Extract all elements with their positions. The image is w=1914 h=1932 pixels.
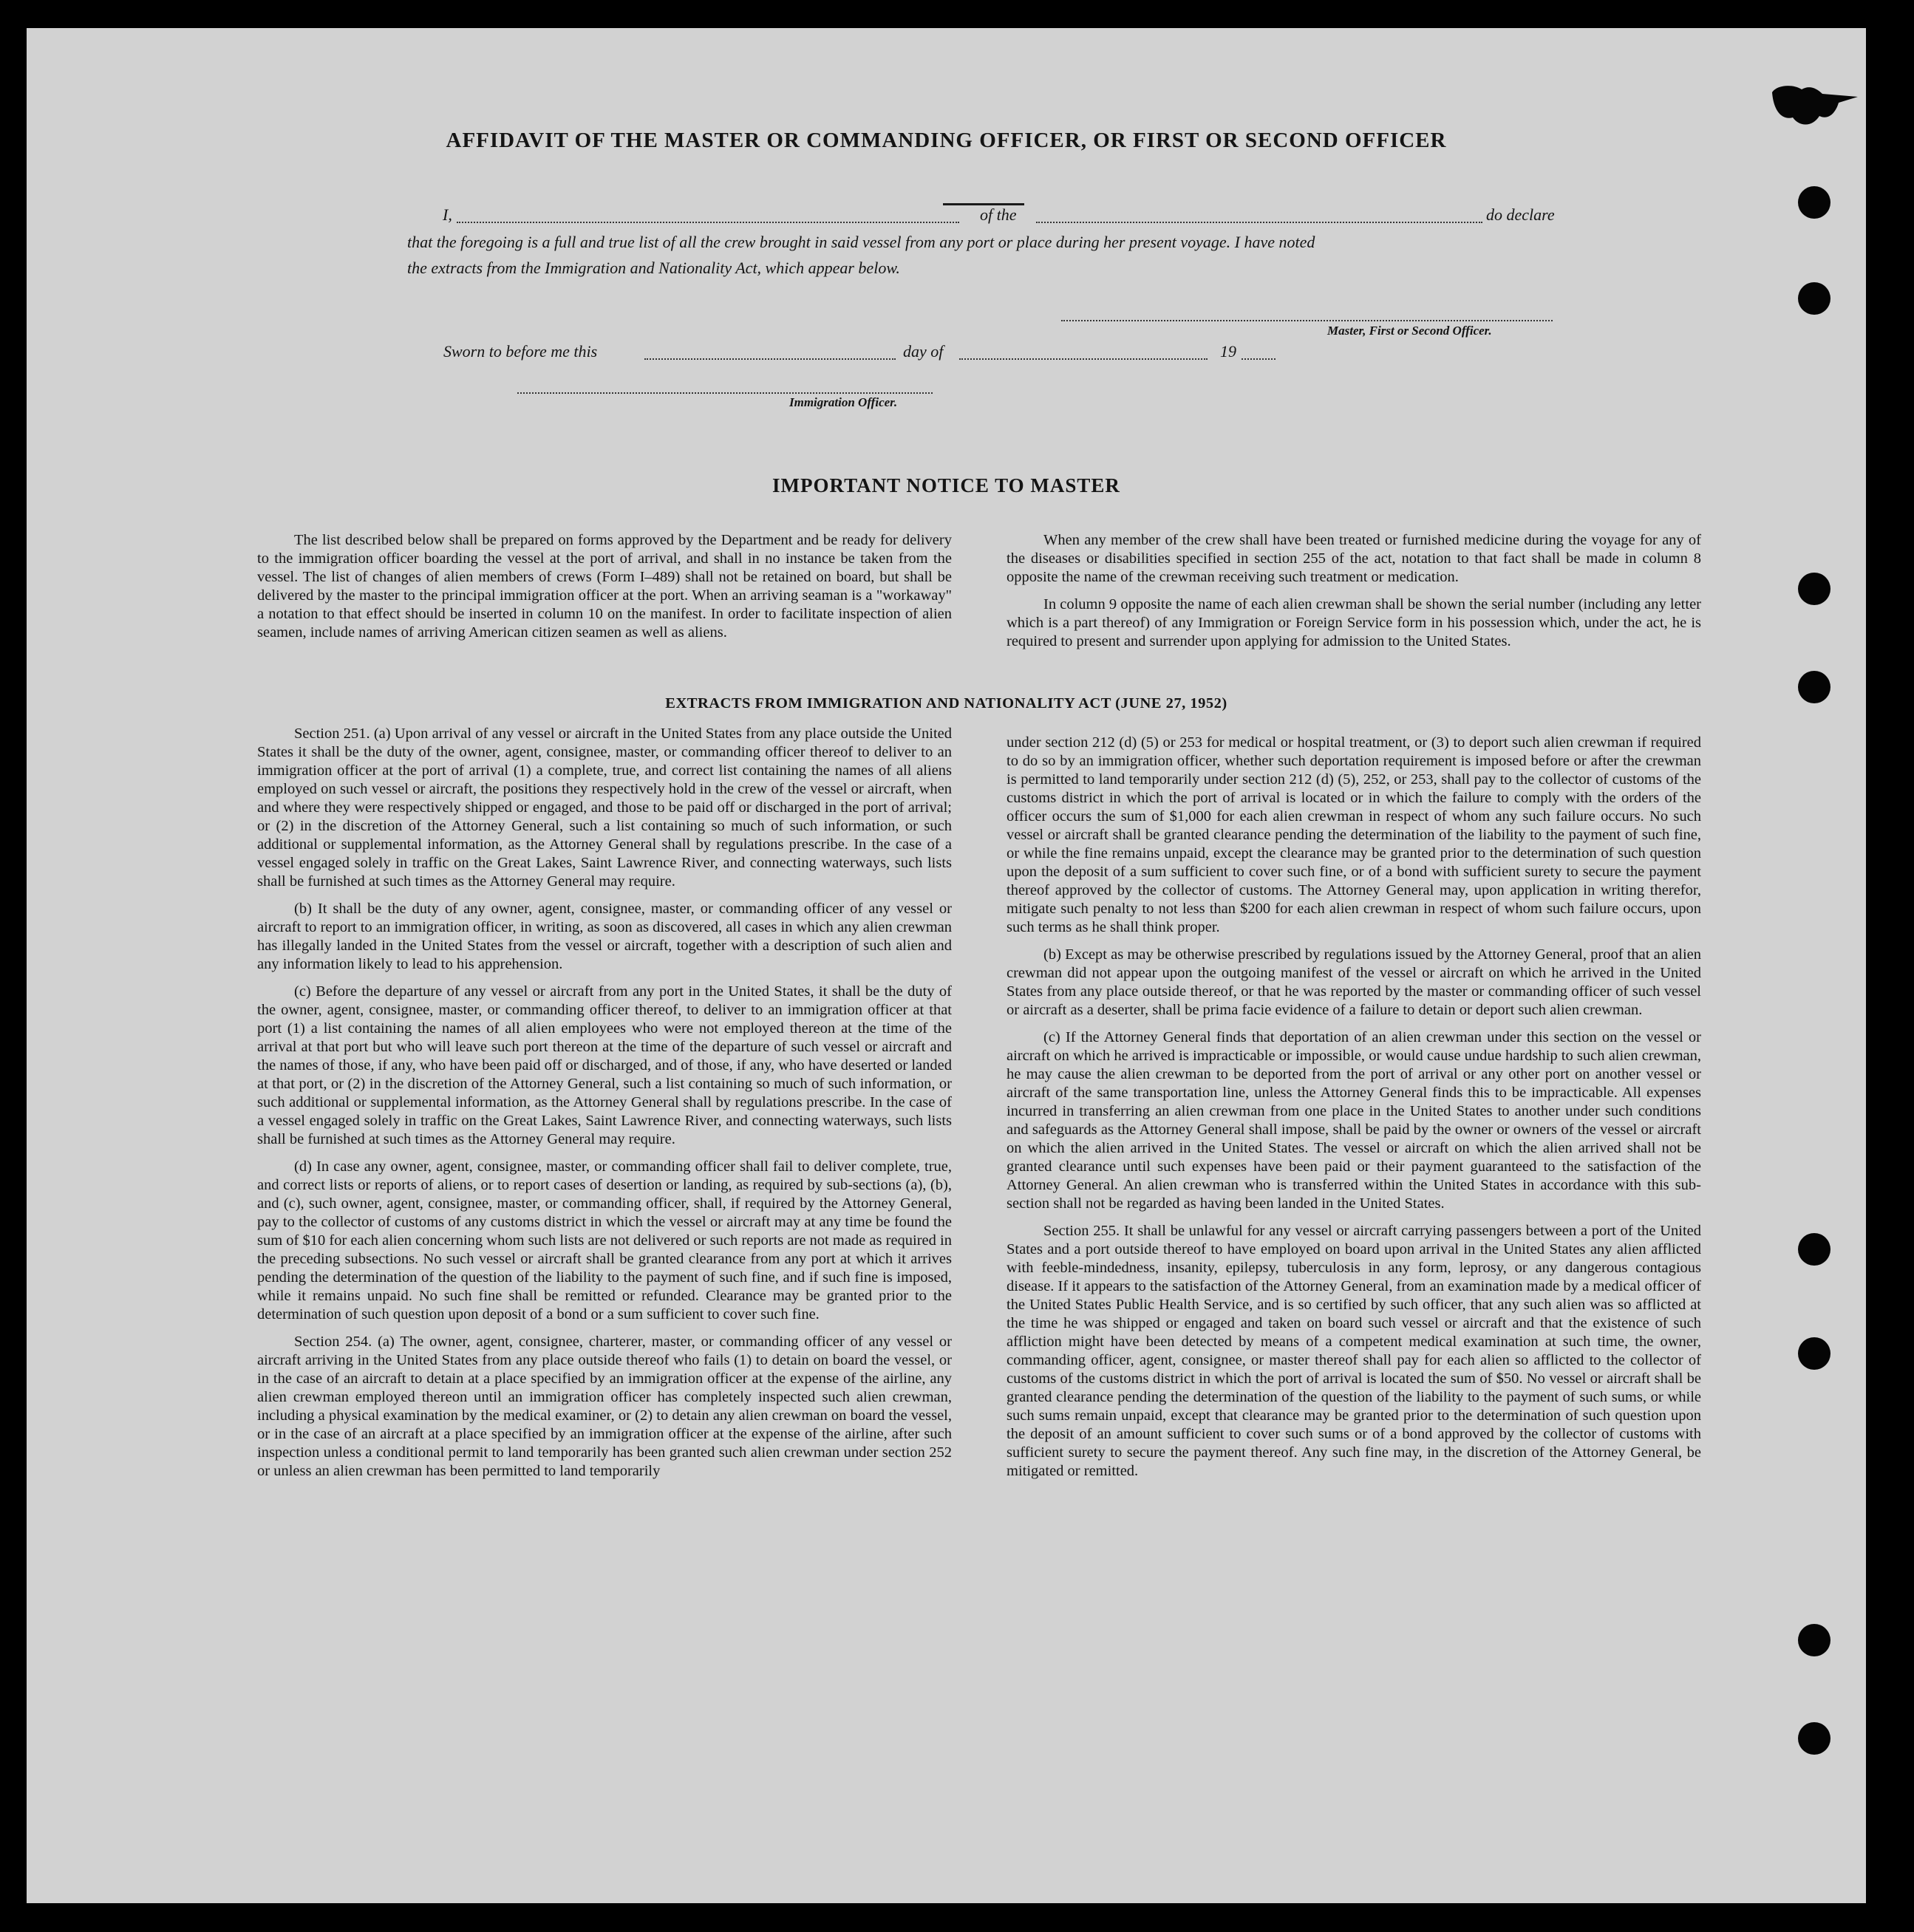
notice-title: IMPORTANT NOTICE TO MASTER — [772, 474, 1120, 496]
punch-hole — [1798, 186, 1830, 219]
punch-hole — [1798, 573, 1830, 605]
vessel-field[interactable] — [1036, 222, 1482, 223]
section-paragraph: (b) It shall be the duty of any owner, agent, consignee, master, or commanding officer of any vessel or aircraft to report to an immigration officer, in writing, as soon as discovered, all cases in which any alien crewman has illegally landed in the United States from the vessel or aircraft, together with a description of such alien and any information likely to lead to his apprehension. — [257, 901, 952, 972]
notice-right-column — [1007, 531, 1701, 660]
notice-paragraph: In column 9 opposite the name of each alien crewman shall be shown the serial number (including any letter which is a part thereof) of any Immigration or Foreign Service form in his possession which, under the act, he is required to present and surrender upon applying for admission to the United States. — [1007, 596, 1701, 649]
of-the-label: of the — [980, 205, 1017, 224]
section-paragraph: Section 254. (a) The owner, agent, consignee, charterer, master, or commanding officer of any vessel or aircraft arriving in the United States from any place outside thereof who fails (1) to detain on board the vessel, or in the case of an aircraft to detain at a place specified by an immigration officer at the expense of the airline, any alien crewman employed thereon until an immigration officer has completely inspected such alien crewman, including a physical examination by the medical examiner, or (2) to detain any alien crewman on board the vessel, or in the case of an aircraft at a place specified by an immigration officer at the expense of the airline, after such inspection unless a conditional permit to land temporarily has been granted such alien crewman under section 252 or unless an alien crewman has been permitted to land temporarily — [257, 1334, 952, 1479]
extracts-title: EXTRACTS FROM IMMIGRATION AND NATIONALITY ACT (JUNE 27, 1952) — [665, 695, 1227, 711]
sworn-label: Sworn to before me this — [443, 342, 598, 361]
notice-paragraph: When any member of the crew shall have been treated or furnished medicine during the voyage for any of the diseases or disabilities specified in section 255 of the act, notation to that fact shall be made in column 8 opposite the name of the crewman receiving such treatment or medication. — [1007, 532, 1701, 585]
punch-hole — [1798, 1233, 1830, 1266]
declaration-text: that the foregoing is a full and true list of all the crew brought in said vessel from any port or place during her present voyage. I have noted — [407, 233, 1315, 251]
year-label: 19 — [1220, 342, 1236, 361]
punch-hole — [1798, 1722, 1830, 1755]
i-label: I, — [443, 205, 452, 224]
affidavit-title: AFFIDAVIT OF THE MASTER OR COMMANDING OFFICER, OR FIRST OR SECOND OFFICER — [446, 129, 1447, 152]
section-paragraph: (c) Before the departure of any vessel or aircraft from any port in the United States, it shall be the duty of the owner, agent, consignee, master, or commanding officer thereof, to deliver to an immigration officer at that port (1) a list containing the names of all alien employees who were not employed thereon at the time of the arrival at that port but who will leave such port thereon at the time of the departure of such vessel or aircraft and the names of those, if any, who have been paid off or discharged, and of those, if any, who have deserted or landed at that port, or (2) in the discretion of the Attorney General, such a list containing so much of such information, or such additional or supplemental information, as the Attorney General shall by regulations prescribe. In the case of a vessel engaged solely in traffic on the Great Lakes, Saint Lawrence River, and connecting waterways, such lists shall be furnished at such times as the Attorney General may require. — [257, 983, 952, 1147]
section-paragraph: Section 255. It shall be unlawful for any vessel or aircraft carrying passengers between a port of the United States and a port outside thereof to have employed on board upon arrival in the United States any alien afflicted with feeble-mindedness, insanity, epilepsy, tuberculosis in any form, leprosy, or any dangerous contagious disease. If it appears to the satisfaction of the Attorney General, from an examination made by a medical officer of the United States Public Health Service, and is so certified by such officer, that any such alien was so afflicted at the time he was shipped or engaged and taken on board such vessel or aircraft and that the existence of such affliction might have been detected by means of a competent medical examination at such time, the owner, commanding officer, agent, consignee, or master thereof shall pay for each alien so afflicted to the collector of customs of the customs district in which the port of arrival is located the sum of $50. No vessel or aircraft shall be granted clearance pending the determination of the question of the liability to the payment of such sums, or while such sums remain unpaid, except that clearance may be granted prior to the determination of such question upon the deposit of an amount sufficient to cover such sums or of a bond approved by the collector of customs with sufficient surety to secure the payment thereof. Any such fine may, in the discretion of the Attorney General, be mitigated or remitted. — [1007, 1223, 1701, 1479]
officer-signature-caption: Immigration Officer. — [789, 395, 898, 409]
name-field[interactable] — [457, 222, 959, 223]
punch-hole — [1798, 1337, 1830, 1370]
section-paragraph: (b) Except as may be otherwise prescribed by regulations issued by the Attorney General, proof that an alien crewman did not appear upon the outgoing manifest of the vessel or aircraft on which he arrived in the United States from any place outside thereof, or that he was reported by the master or commanding officer of such vessel or aircraft as a deserter, shall be prima facie evidence of a failure to detain or deport such alien crewman. — [1007, 946, 1701, 1018]
officer-signature-line[interactable] — [517, 392, 933, 394]
section-paragraph: under section 212 (d) (5) or 253 for medical or hospital treatment, or (3) to deport such alien crewman if required to do so by an immigration officer, whether such deportation requirement is imposed before or after the crewman is permitted to land temporarily under section 212 (d) (5), 252, or 253, shall pay to the collector of customs of the customs district in which the port of arrival is located or in which the failure to comply with the orders of the officer occurs the sum of $1,000 for each alien crewman in respect of whom any such failure occurs. No such vessel or aircraft shall be granted clearance pending the determination of the liability to the payment of such fine, or while the fine remains unpaid, except the clearance may be granted prior to the determination of such question upon the deposit of a sum sufficient to cover such fine, or of a bond with sufficient surety to secure the payment thereof approved by the collector of customs. The Attorney General may, upon application in writing therefor, mitigate such penalty to not less than $200 for each alien crewman in respect of whom such failure occurs, upon such terms as he shall think proper. — [1007, 734, 1701, 935]
punch-hole — [1798, 1624, 1830, 1656]
sworn-month-field[interactable] — [959, 358, 1208, 360]
extracts-right-column — [1007, 734, 1701, 1489]
punch-hole — [1798, 282, 1830, 315]
day-of-label: day of — [903, 342, 944, 361]
master-signature-line[interactable] — [1061, 320, 1553, 321]
document-page — [27, 28, 1866, 1903]
section-paragraph: Section 251. (a) Upon arrival of any vessel or aircraft in the United States from any place outside the United States it shall be the duty of the owner, agent, consignee, master, or commanding officer thereof to deliver to an immigration officer at the port of arrival (1) a complete, true, and correct list containing the names of all aliens employed on such vessel or aircraft, the positions they respectively hold in the crew of the vessel or aircraft, when and where they were respectively shipped or engaged, and those to be paid off or discharged in the port of arrival; or (2) in the discretion of the Attorney General, such a list containing so much of such information, or such additional or supplemental information, as the Attorney General shall by regulations prescribe. In the case of a vessel engaged solely in traffic on the Great Lakes, Saint Lawrence River, and connecting waterways, such lists shall be furnished at such times as the Attorney General may require. — [257, 726, 952, 890]
notice-left-column — [257, 531, 952, 651]
section-paragraph: (d) In case any owner, agent, consignee, master, or commanding officer shall fail to deliver complete, true, and correct lists or reports of aliens, or to report cases of desertion or landing, as required by sub-sections (a), (b), and (c), such owner, agent, consignee, master, or commanding officer, shall, if required by the Attorney General, pay to the collector of customs of any customs district in which the vessel or aircraft may at any time be found the sum of $10 for each alien concerning whom such lists are not delivered or such reports are not made as required in the preceding subsections. No such vessel or aircraft shall be granted clearance from any port at which it arrives pending the determination of the question of the liability to the payment of such fine, and if such fine is imposed, while it remains unpaid. No such fine shall be remitted or refunded. Clearance may be granted prior to the determination of such question upon deposit of a bond or a sum sufficient to cover such fine. — [257, 1158, 952, 1322]
extracts-left-column — [257, 725, 952, 1489]
declaration-text-cont: the extracts from the Immigration and Nationality Act, which appear below. — [407, 259, 900, 277]
do-declare-label: do declare — [1486, 205, 1555, 224]
section-paragraph: (c) If the Attorney General finds that deportation of an alien crewman under this section on the vessel or aircraft on which he arrived is impracticable or impossible, or would cause undue hardship to such alien crewman, he may cause the alien crewman to be deported from the port of arrival or any other port on another vessel or aircraft of the same transportation line, unless the Attorney General finds this to be impracticable. All expenses incurred in transferring an alien crewman from one place in the United States to another under such conditions and safeguards as the Attorney General shall impose, shall be paid by the owner or owners of the vessel or aircraft on which the alien arrived in the United States. The vessel or aircraft on which the alien arrived shall not be granted clearance until such expenses have been paid or their payment guaranteed to the satisfaction of the Attorney General. An alien crewman who is transferred within the United States in accordance with this sub-section shall not be regarded as having been landed in the United States. — [1007, 1029, 1701, 1212]
sworn-day-field[interactable] — [644, 358, 896, 360]
ink-blot — [1771, 83, 1859, 135]
sworn-year-field[interactable] — [1242, 358, 1276, 360]
notice-paragraph: The list described below shall be prepared on forms approved by the Department and be ready for delivery to the immigration officer boarding the vessel at the port of arrival, and shall in no instance be taken from the vessel. The list of changes of alien members of crews (Form I–489) shall not be retained on board, but shall be delivered by the master to the principal immigration officer at the port. When an arriving seaman is a "workaway" a notation to that effect should be inserted in column 10 on the manifest. In order to facilitate inspection of alien seamen, include names of arriving American citizen seamen as well as aliens. — [257, 532, 952, 641]
master-signature-caption: Master, First or Second Officer. — [1327, 324, 1492, 338]
